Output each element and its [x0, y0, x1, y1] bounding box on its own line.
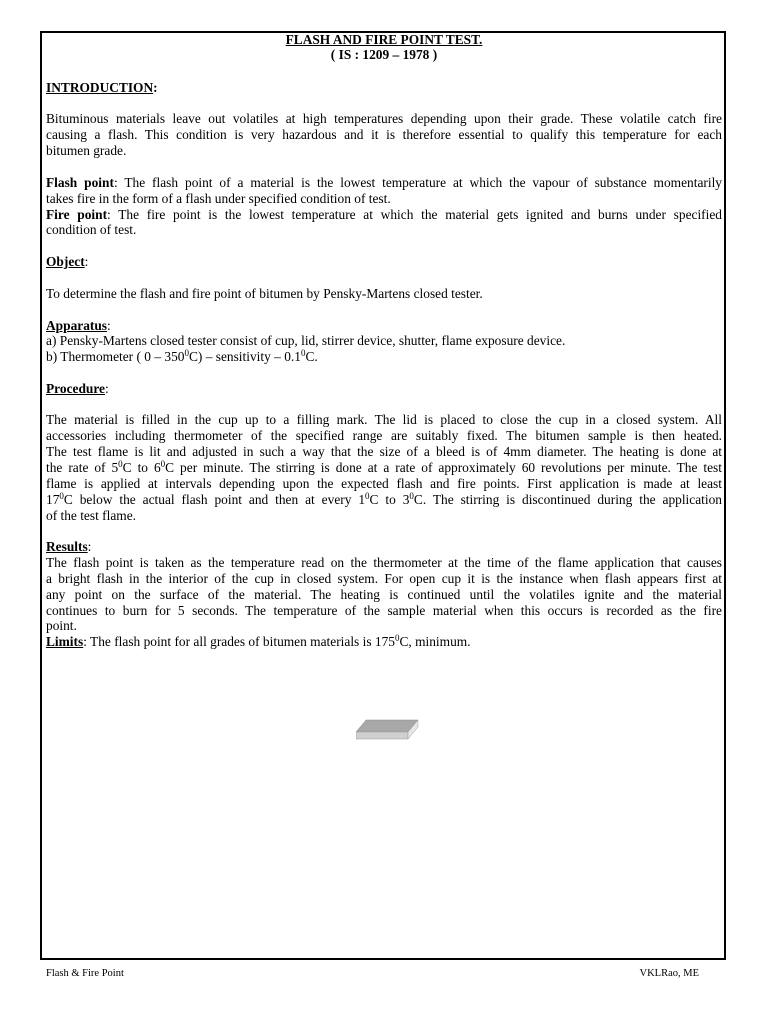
intro-line: causing a flash. This condition is very hazardous and it is therefore essential to qualify this temperature for each	[46, 127, 722, 142]
results-line: continues to burn for 5 seconds. The temperature of the sample material when this occurs is recorded as the fire	[46, 603, 722, 618]
results-heading: Results:	[46, 539, 92, 554]
slab-graphic	[356, 718, 420, 742]
results-line: any point on the surface of the material. The heating is continued until the volatiles ignite and the material	[46, 587, 722, 602]
page-title: FLASH AND FIRE POINT TEST.	[285, 32, 483, 47]
intro-line: bitumen grade.	[46, 143, 127, 158]
procedure-line: of the test flame.	[46, 508, 136, 523]
slab-top-face	[356, 720, 418, 732]
standard-reference: ( IS : 1209 – 1978 )	[330, 47, 438, 62]
footer-left: Flash & Fire Point	[46, 968, 124, 979]
procedure-line: the rate of $5^0C$ to $6^0C$ per minute. The stirring is done at a rate of approximately 60 revolutions per minute. The test	[46, 459, 722, 475]
procedure-line: The material is filled in the cup up to a filling mark. The lid is placed to close the cup in a closed system. All	[46, 412, 722, 427]
procedure-line: flame is applied at intervals depending upon the expected flash and fire points. First application is made at least	[46, 476, 722, 491]
object-text: To determine the flash and fire point of bitumen by Pensky-Martens closed tester.	[46, 286, 483, 301]
introduction-heading: INTRODUCTION:	[46, 80, 158, 95]
procedure-line: $17^0C$ below the actual flash point and then at every $1^0C$ to $3^0C$. The stirring is discontinued during the application	[46, 491, 722, 507]
results-line: point.	[46, 618, 77, 633]
apparatus-item-b: b) Thermometer ( $0 - 350^0C$) – sensitivity – $0.1^0C$.	[46, 348, 318, 364]
procedure-line: The test flame is lit and adjusted in such a way that the size of a bleed is of 4mm diameter. The heating is done at	[46, 444, 722, 459]
results-line: The flash point is taken as the temperature read on the thermometer at the time of the flame application that causes	[46, 555, 722, 570]
flash-point-definition: Flash point: The flash point of a material is the lowest temperature at which the vapour of substance momentarily	[46, 175, 722, 190]
apparatus-item-a: a) Pensky-Martens closed tester consist of cup, lid, stirrer device, shutter, flame exposure device.	[46, 333, 566, 348]
footer-right: VKLRao, ME	[639, 968, 699, 979]
slab-front-face	[356, 732, 408, 739]
intro-line: Bituminous materials leave out volatiles at high temperatures depending upon their grade. These volatile catch fire	[46, 111, 722, 126]
flash-point-definition-cont: takes fire in the form of a flash under specified condition of test.	[46, 191, 391, 206]
fire-point-definition: Fire point: The fire point is the lowest temperature at which the material gets ignited and burns under specified	[46, 207, 722, 222]
object-heading: Object:	[46, 254, 89, 269]
procedure-line: accessories including thermometer of the specified range are suitably fixed. The bitumen sample is then heated.	[46, 428, 722, 443]
results-line: a bright flash in the interior of the cup in closed system. For open cup it is the instance when flash appears first at	[46, 571, 722, 586]
apparatus-heading: Apparatus:	[46, 318, 111, 333]
fire-point-definition-cont: condition of test.	[46, 222, 137, 237]
limits-line: Limits: The flash point for all grades of bitumen materials is $175^0C$, minimum.	[46, 633, 471, 649]
procedure-heading: Procedure:	[46, 381, 109, 396]
